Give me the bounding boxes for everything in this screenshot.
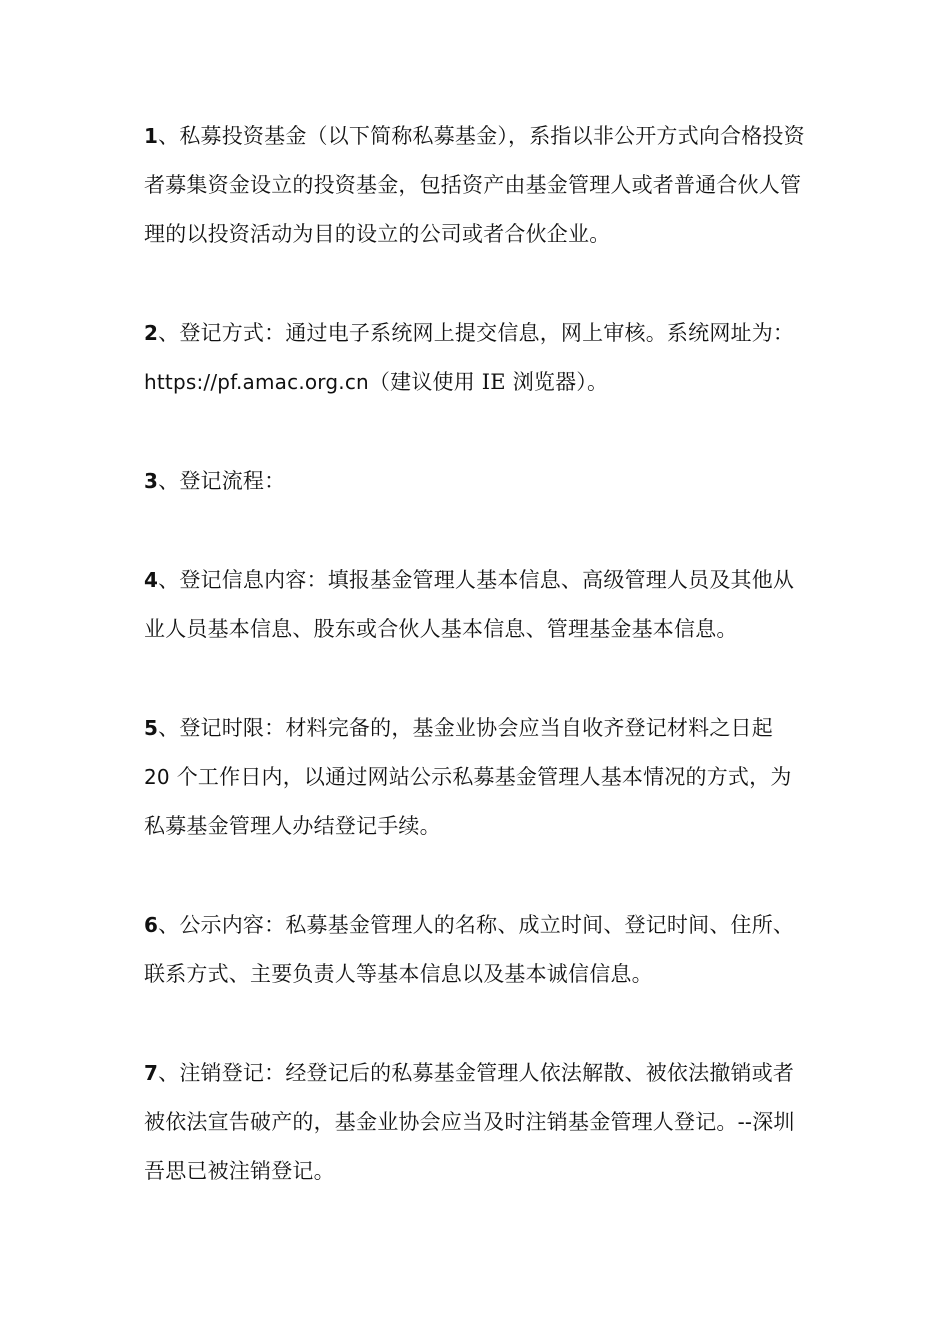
item-number: 4	[144, 568, 159, 592]
document-body	[144, 112, 808, 1246]
paragraph-3	[144, 457, 808, 506]
paragraph-text-after: （建议使用 IE 浏览器）。	[368, 370, 609, 394]
paragraph-text: 、注销登记：经登记后的私募基金管理人依法解散、被依法撤销或者被依法宣告破产的，基金业协会应当及时注销基金管理人登记。--深圳吾思已被注销登记。	[144, 1061, 795, 1183]
item-number: 7	[144, 1061, 159, 1085]
item-number: 1	[144, 124, 159, 148]
paragraph-1	[144, 112, 808, 259]
item-number: 2	[144, 321, 159, 345]
paragraph-text: 、私募投资基金（以下简称私募基金），系指以非公开方式向合格投资者募集资金设立的投资基金，包括资产由基金管理人或者普通合伙人管理的以投资活动为目的设立的公司或者合伙企业。	[144, 124, 805, 246]
paragraph-6	[144, 901, 808, 999]
paragraph-text: 、公示内容：私募基金管理人的名称、成立时间、登记时间、住所、联系方式、主要负责人等基本信息以及基本诚信信息。	[144, 913, 795, 986]
paragraph-text: 、登记流程：	[158, 469, 286, 493]
item-number: 6	[144, 913, 159, 937]
paragraph-text: 、登记方式：通过电子系统网上提交信息，网上审核。系统网址为：	[158, 321, 795, 345]
paragraph-text-after: 个工作日内，以通过网站公示私募基金管理人基本情况的方式，为私募基金管理人办结登记手续。	[144, 765, 792, 838]
paragraph-text: 、登记时限：材料完备的，基金业协会应当自收齐登记材料之日起	[158, 716, 773, 740]
paragraph-text: 、登记信息内容：填报基金管理人基本信息、高级管理人员及其他从业人员基本信息、股东或合伙人基本信息、管理基金基本信息。	[144, 568, 795, 641]
system-url-text: https://pf.amac.org.cn	[144, 370, 369, 394]
item-number: 3	[144, 469, 159, 493]
paragraph-5	[144, 704, 808, 851]
working-days-number: 20	[144, 765, 170, 789]
paragraph-2	[144, 309, 808, 407]
item-number: 5	[144, 716, 159, 740]
paragraph-4	[144, 556, 808, 654]
paragraph-7	[144, 1049, 808, 1196]
